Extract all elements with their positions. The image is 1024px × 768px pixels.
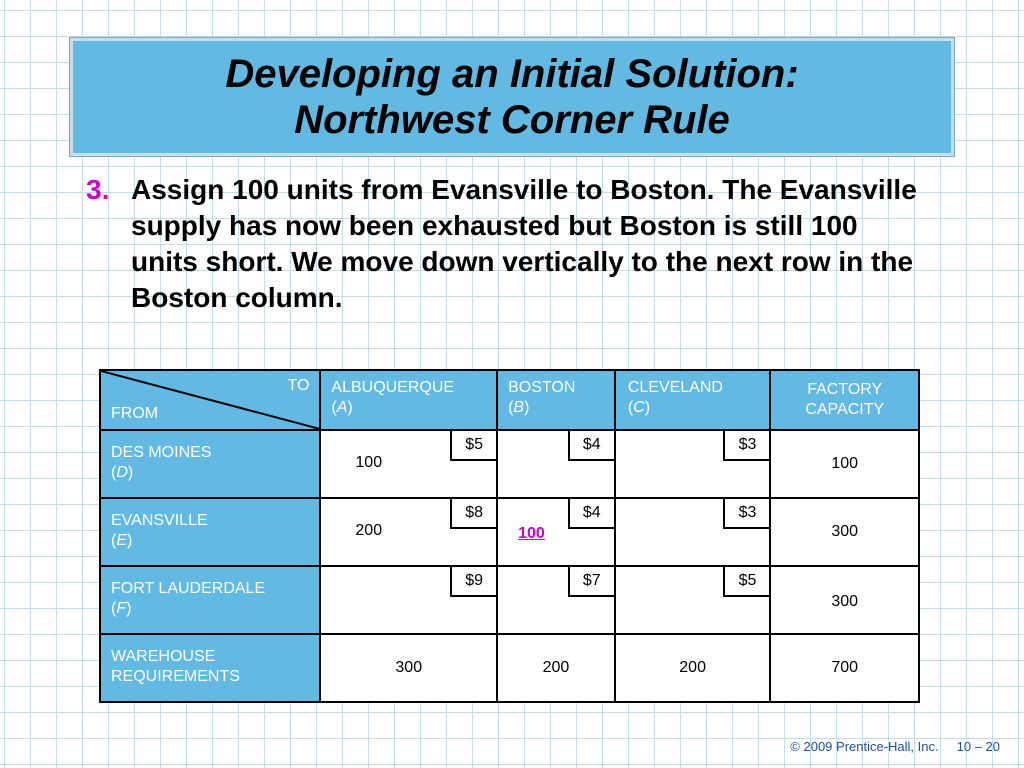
requirements-line-1: WAREHOUSE — [111, 648, 216, 665]
title-line-2: Northwest Corner Rule — [294, 98, 730, 142]
row-header-warehouse-requirements — [100, 634, 320, 702]
column-header-factory-capacity — [770, 370, 919, 430]
requirements-row — [100, 634, 919, 702]
footer-page-number: 10 – 20 — [956, 739, 1000, 754]
route-cell-e-b — [497, 498, 615, 566]
route-cell-f-c — [615, 566, 771, 634]
allocation-value: 100 — [355, 454, 383, 471]
transportation-table — [99, 369, 920, 703]
cost-box: $8 — [450, 499, 496, 529]
capacity-value: 100 — [831, 455, 859, 472]
corner-from-label: FROM — [111, 405, 159, 422]
route-cell-d-c — [615, 430, 771, 498]
cost-box: $7 — [568, 567, 614, 597]
requirements-line-2: REQUIREMENTS — [111, 668, 240, 685]
route-cell-d-a — [320, 430, 497, 498]
column-header-cleveland: CLEVELAND (C) — [615, 370, 771, 430]
capacity-cell — [770, 430, 919, 498]
requirement-total: 700 — [831, 659, 859, 676]
corner-cell — [100, 370, 320, 430]
allocation-value: 200 — [355, 522, 383, 539]
row-letter: E — [116, 532, 127, 549]
capacity-header-line-1: FACTORY — [807, 381, 883, 398]
table-row — [100, 498, 919, 566]
capacity-cell — [770, 498, 919, 566]
row-header-fort-lauderdale: FORT LAUDERDALE (F) — [100, 566, 320, 634]
bullet-text: Assign 100 units from Evansville to Boston. The Evansville supply has now been exhausted but Boston is still 100 units short. We move down vertically to the next row in the Boston column. — [131, 174, 917, 313]
capacity-value: 300 — [831, 593, 859, 610]
row-name: DES MOINES — [111, 444, 212, 461]
table-row — [100, 566, 919, 634]
cost-box: $4 — [568, 499, 614, 529]
cost-box: $9 — [450, 567, 496, 597]
cost-box: $5 — [450, 431, 496, 461]
requirement-cell-b — [497, 634, 615, 702]
column-letter: C — [633, 399, 645, 416]
cost-box: $3 — [723, 431, 769, 461]
bullet-number: 3. — [86, 174, 110, 205]
column-header-albuquerque: ALBUQUERQUE (A) — [320, 370, 497, 430]
route-cell-f-a — [320, 566, 497, 634]
capacity-cell — [770, 566, 919, 634]
allocation-value-highlighted: 100 — [518, 525, 545, 542]
column-name: BOSTON — [508, 379, 576, 396]
row-header-des-moines: DES MOINES (D) — [100, 430, 320, 498]
footer-copyright: © 2009 Prentice-Hall, Inc. — [790, 739, 939, 754]
cost-box: $3 — [723, 499, 769, 529]
capacity-header-line-2: CAPACITY — [805, 401, 885, 418]
requirement-value: 200 — [679, 659, 706, 676]
cost-box: $4 — [568, 431, 614, 461]
requirement-cell-a — [320, 634, 497, 702]
row-name: EVANSVILLE — [111, 512, 208, 529]
row-letter: D — [116, 464, 128, 481]
requirement-value: 200 — [542, 659, 570, 676]
column-letter: A — [336, 399, 348, 416]
requirement-cell-c — [615, 634, 771, 702]
route-cell-f-b — [497, 566, 615, 634]
route-cell-d-b — [497, 430, 615, 498]
table-header-row — [100, 370, 919, 430]
row-header-evansville: EVANSVILLE (E) — [100, 498, 320, 566]
column-name: CLEVELAND — [627, 379, 723, 396]
title-line-1: Developing an Initial Solution: — [225, 52, 799, 96]
footer — [772, 739, 1000, 754]
row-name: FORT LAUDERDALE — [111, 580, 266, 597]
requirement-total-cell — [770, 634, 919, 702]
column-name: ALBUQUERQUE — [331, 379, 455, 396]
table-row — [100, 430, 919, 498]
corner-to-label: TO — [287, 377, 310, 394]
capacity-value: 300 — [831, 523, 859, 540]
column-header-boston: BOSTON (B) — [497, 370, 615, 430]
route-cell-e-a — [320, 498, 497, 566]
requirement-value: 300 — [395, 659, 423, 676]
title-box — [70, 38, 954, 156]
column-letter: B — [513, 399, 525, 416]
cost-box: $5 — [723, 567, 769, 597]
row-letter: F — [116, 600, 127, 617]
route-cell-e-c — [615, 498, 771, 566]
